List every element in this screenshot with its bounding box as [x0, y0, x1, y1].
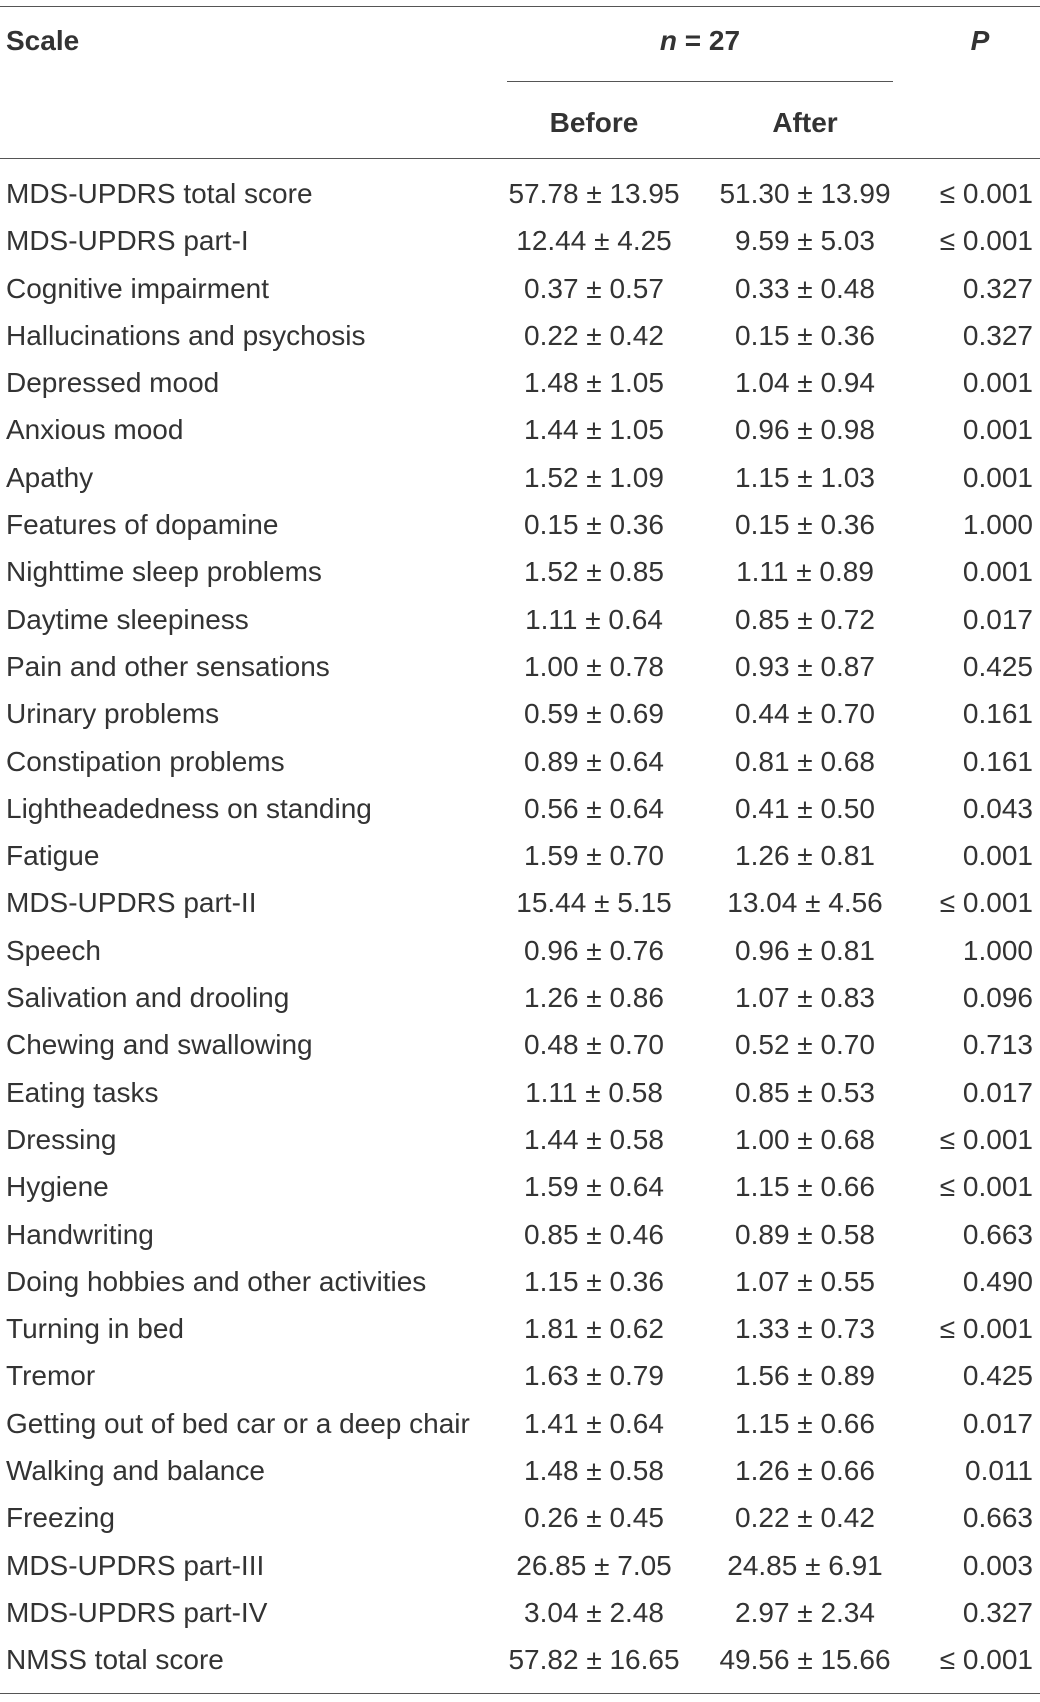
after-cell: 24.85 ± 6.91 [727, 1549, 883, 1581]
scale-cell: Cognitive impairment [6, 272, 269, 304]
after-cell: 1.15 ± 1.03 [735, 461, 875, 493]
before-cell: 57.78 ± 13.95 [508, 178, 680, 209]
scale-cell: Depressed mood [6, 367, 220, 399]
after-cell: 0.33 ± 0.48 [735, 272, 875, 304]
group-rule [507, 81, 893, 82]
p-cell: 0.017 [962, 603, 1033, 635]
p-cell: ≤ 0.001 [939, 225, 1033, 257]
after-cell: 1.26 ± 0.66 [735, 1455, 875, 1487]
table-row [0, 738, 1040, 785]
table-row [0, 406, 1040, 453]
p-cell: 0.017 [962, 1407, 1033, 1439]
p-cell: 0.001 [962, 461, 1033, 493]
p-cell: 0.043 [962, 792, 1033, 824]
before-cell: 0.15 ± 0.36 [524, 509, 664, 541]
scale-cell: Apathy [6, 461, 94, 493]
top-rule [0, 6, 1040, 7]
scale-cell: Features of dopamine [6, 509, 279, 541]
header-after: After [772, 107, 838, 138]
p-cell: 0.327 [962, 272, 1033, 304]
p-cell: ≤ 0.001 [939, 1171, 1033, 1203]
header-n-label: n [659, 25, 678, 56]
p-cell: 0.161 [962, 745, 1033, 777]
p-cell: 0.001 [962, 367, 1033, 399]
p-cell: 0.713 [962, 1029, 1033, 1061]
scale-cell: Lightheadedness on standing [6, 792, 372, 824]
after-cell: 0.81 ± 0.68 [735, 745, 875, 777]
table-row [0, 1211, 1040, 1258]
after-cell: 0.41 ± 0.50 [735, 792, 875, 824]
before-cell: 1.44 ± 1.05 [524, 414, 664, 446]
bottom-rule [0, 1693, 1040, 1694]
table-row [0, 1258, 1040, 1305]
before-cell: 1.48 ± 0.58 [524, 1455, 664, 1487]
header-rule [0, 158, 1040, 159]
scale-cell: Hallucinations and psychosis [6, 319, 366, 351]
scale-cell: Handwriting [6, 1218, 154, 1250]
table-row [0, 1636, 1040, 1683]
after-cell: 0.15 ± 0.36 [735, 509, 875, 541]
p-cell: 0.011 [965, 1455, 1033, 1487]
scale-cell: Walking and balance [6, 1455, 265, 1487]
before-cell: 0.26 ± 0.45 [524, 1502, 664, 1534]
after-cell: 1.15 ± 0.66 [735, 1407, 875, 1439]
scale-cell: Fatigue [6, 840, 100, 872]
after-cell: 0.15 ± 0.36 [735, 319, 875, 351]
header-scale: Scale [6, 25, 80, 56]
before-cell: 0.89 ± 0.64 [524, 745, 664, 777]
p-cell: ≤ 0.001 [939, 1123, 1033, 1155]
table-row [0, 1305, 1040, 1352]
p-cell: 0.001 [962, 414, 1033, 446]
table-row [0, 785, 1040, 832]
table-row [0, 170, 1040, 217]
scale-cell: Eating tasks [6, 1076, 159, 1108]
scale-cell: Getting out of bed car or a deep chair [6, 1407, 470, 1439]
after-cell: 1.07 ± 0.83 [735, 982, 875, 1014]
before-cell: 0.96 ± 0.76 [524, 934, 664, 966]
scale-cell: Daytime sleepiness [6, 603, 249, 635]
after-cell: 0.89 ± 0.58 [735, 1218, 875, 1250]
before-cell: 0.22 ± 0.42 [524, 319, 664, 351]
table-row [0, 1163, 1040, 1210]
before-cell: 0.85 ± 0.46 [524, 1218, 664, 1250]
before-cell: 57.82 ± 16.65 [508, 1644, 680, 1676]
after-cell: 9.59 ± 5.03 [735, 225, 875, 257]
scale-cell: Pain and other sensations [6, 650, 330, 682]
p-cell: 0.001 [962, 840, 1033, 872]
scale-cell: Nighttime sleep problems [6, 556, 322, 588]
table-row [0, 832, 1040, 879]
table-row [0, 1116, 1040, 1163]
p-cell: ≤ 0.001 [939, 1644, 1033, 1676]
table-row [0, 1021, 1040, 1068]
after-cell: 49.56 ± 15.66 [719, 1644, 891, 1676]
after-cell: 1.33 ± 0.73 [735, 1313, 875, 1345]
table-row [0, 643, 1040, 690]
scale-cell: MDS-UPDRS part-IV [6, 1596, 268, 1628]
table-row [0, 359, 1040, 406]
table-row [0, 1400, 1040, 1447]
p-cell: 1.000 [962, 934, 1033, 966]
scale-cell: MDS-UPDRS part-I [6, 225, 249, 257]
p-cell: 0.096 [962, 982, 1033, 1014]
scale-cell: Dressing [6, 1123, 117, 1155]
before-cell: 1.59 ± 0.64 [524, 1171, 664, 1203]
before-cell: 0.56 ± 0.64 [524, 792, 664, 824]
p-cell: 0.490 [962, 1265, 1033, 1297]
p-cell: 0.663 [962, 1218, 1033, 1250]
after-cell: 0.93 ± 0.87 [735, 650, 875, 682]
p-cell: 0.327 [962, 1596, 1033, 1628]
after-cell: 1.56 ± 0.89 [735, 1360, 875, 1392]
before-cell: 1.44 ± 0.58 [524, 1123, 664, 1155]
table-row [0, 454, 1040, 501]
scale-cell: Speech [6, 934, 101, 966]
scale-cell: Salivation and drooling [6, 982, 290, 1014]
p-cell: 0.425 [962, 650, 1033, 682]
header-n-value: = 27 [677, 25, 741, 56]
header-sample-size [507, 25, 893, 57]
after-cell: 1.26 ± 0.81 [735, 840, 875, 872]
before-cell: 26.85 ± 7.05 [516, 1549, 672, 1581]
before-cell: 0.37 ± 0.57 [524, 272, 664, 304]
before-cell: 1.52 ± 1.09 [524, 461, 664, 493]
header-before: Before [549, 107, 639, 138]
scale-cell: NMSS total score [6, 1644, 224, 1676]
after-cell: 13.04 ± 4.56 [727, 887, 883, 919]
scale-cell: MDS-UPDRS part-III [6, 1549, 265, 1581]
p-cell: ≤ 0.001 [939, 887, 1033, 919]
scale-cell: Tremor [6, 1360, 96, 1392]
after-cell: 0.22 ± 0.42 [735, 1502, 875, 1534]
table-row [0, 879, 1040, 926]
before-cell: 12.44 ± 4.25 [516, 225, 672, 257]
before-cell: 15.44 ± 5.15 [516, 887, 672, 919]
scale-cell: Constipation problems [6, 745, 285, 777]
p-cell: 0.003 [962, 1549, 1033, 1581]
before-cell: 1.15 ± 0.36 [524, 1265, 664, 1297]
table-row [0, 265, 1040, 312]
p-cell: 0.161 [962, 698, 1033, 730]
table-row [0, 927, 1040, 974]
table-row [0, 1352, 1040, 1399]
table-row [0, 1447, 1040, 1494]
p-cell: 1.000 [962, 509, 1033, 541]
before-cell: 0.48 ± 0.70 [524, 1029, 664, 1061]
before-cell: 1.41 ± 0.64 [524, 1407, 664, 1439]
table-row [0, 1494, 1040, 1541]
after-cell: 1.04 ± 0.94 [735, 367, 875, 399]
p-cell: 0.425 [962, 1360, 1033, 1392]
before-cell: 1.81 ± 0.62 [524, 1313, 664, 1345]
scale-cell: Urinary problems [6, 698, 220, 730]
after-cell: 0.44 ± 0.70 [735, 698, 875, 730]
scale-cell: MDS-UPDRS part-II [6, 887, 257, 919]
scale-cell: MDS-UPDRS total score [6, 178, 313, 209]
scale-cell: Turning in bed [6, 1313, 184, 1345]
table-row [0, 548, 1040, 595]
scale-cell: Anxious mood [6, 414, 184, 446]
table-row [0, 596, 1040, 643]
before-cell: 1.48 ± 1.05 [524, 367, 664, 399]
table-body [0, 170, 1040, 1684]
table-row [0, 312, 1040, 359]
after-cell: 0.85 ± 0.72 [735, 603, 875, 635]
p-cell: 0.001 [962, 556, 1033, 588]
scale-cell: Hygiene [6, 1171, 109, 1203]
after-cell: 0.52 ± 0.70 [735, 1029, 875, 1061]
scale-cell: Doing hobbies and other activities [6, 1265, 427, 1297]
header-p: P [970, 25, 990, 56]
after-cell: 2.97 ± 2.34 [735, 1596, 875, 1628]
table-row [0, 974, 1040, 1021]
p-cell: ≤ 0.001 [939, 1313, 1033, 1345]
after-cell: 0.85 ± 0.53 [735, 1076, 875, 1108]
after-cell: 0.96 ± 0.81 [735, 934, 875, 966]
after-cell: 51.30 ± 13.99 [719, 178, 891, 209]
before-cell: 1.63 ± 0.79 [524, 1360, 664, 1392]
table-row [0, 690, 1040, 737]
before-cell: 1.11 ± 0.64 [525, 603, 663, 635]
table-row [0, 1069, 1040, 1116]
table-row [0, 1589, 1040, 1636]
table-row [0, 1542, 1040, 1589]
scale-cell: Chewing and swallowing [6, 1029, 313, 1061]
after-cell: 1.15 ± 0.66 [735, 1171, 875, 1203]
p-cell: 0.663 [962, 1502, 1033, 1534]
after-cell: 1.00 ± 0.68 [735, 1123, 875, 1155]
before-cell: 0.59 ± 0.69 [524, 698, 664, 730]
before-cell: 1.11 ± 0.58 [525, 1076, 663, 1108]
before-cell: 3.04 ± 2.48 [524, 1596, 664, 1628]
after-cell: 0.96 ± 0.98 [735, 414, 875, 446]
before-cell: 1.00 ± 0.78 [524, 650, 664, 682]
after-cell: 1.07 ± 0.55 [735, 1265, 875, 1297]
after-cell: 1.11 ± 0.89 [736, 556, 874, 588]
scale-cell: Freezing [6, 1502, 115, 1534]
table-row [0, 217, 1040, 264]
before-cell: 1.59 ± 0.70 [524, 840, 664, 872]
table-row [0, 501, 1040, 548]
before-cell: 1.26 ± 0.86 [524, 982, 664, 1014]
p-cell: 0.017 [962, 1076, 1033, 1108]
p-cell: 0.327 [962, 319, 1033, 351]
before-cell: 1.52 ± 0.85 [524, 556, 664, 588]
p-cell: ≤ 0.001 [939, 178, 1033, 209]
